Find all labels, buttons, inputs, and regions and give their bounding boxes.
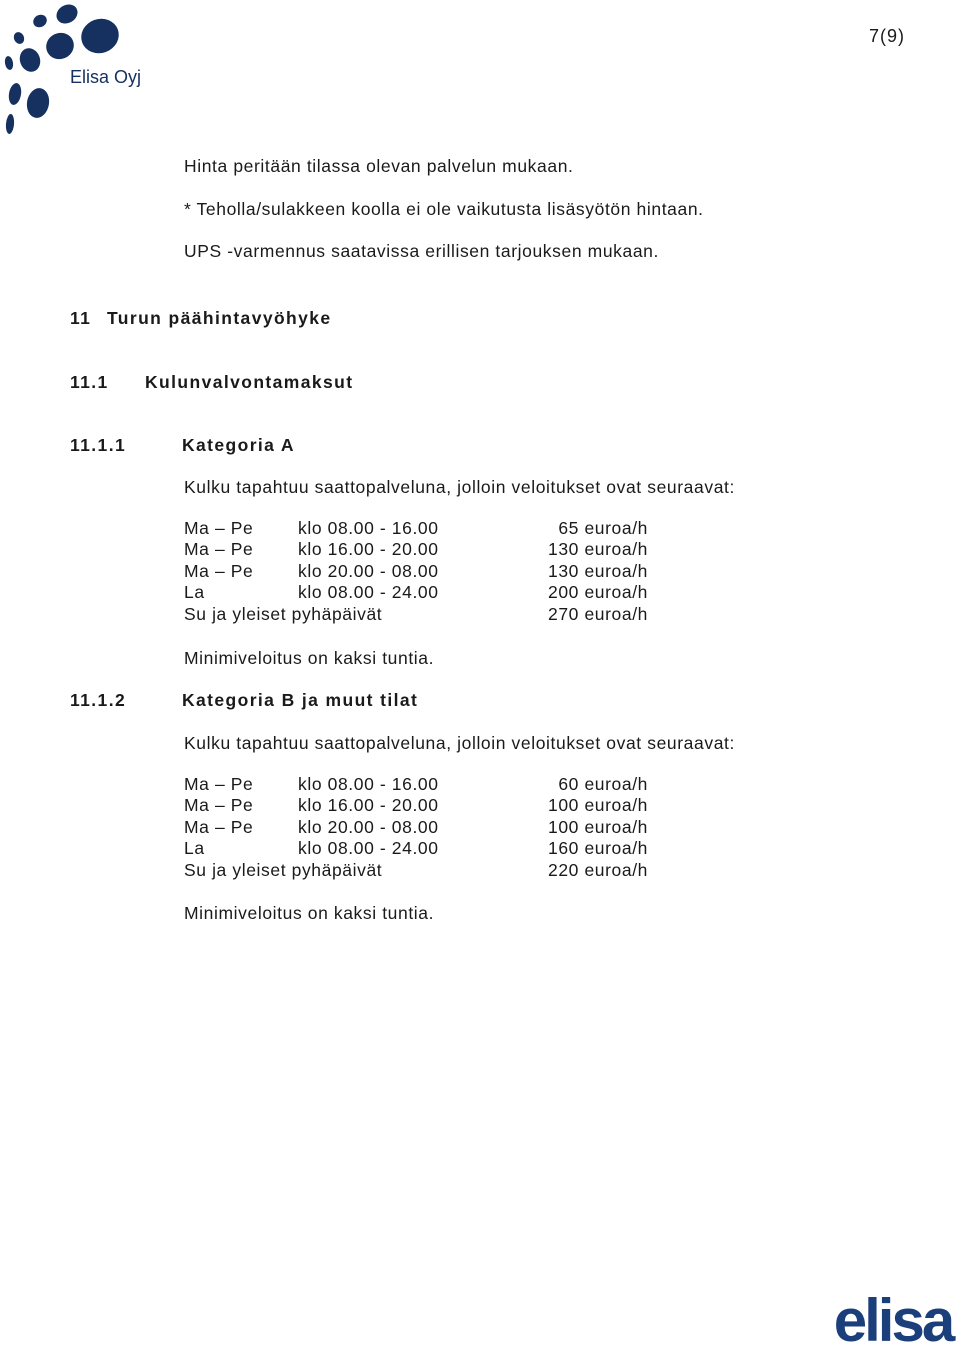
category-a-number: 11.1.1 bbox=[70, 435, 127, 455]
row-time: klo 16.00 - 20.00 bbox=[298, 539, 439, 560]
subsection-number: 11.1 bbox=[70, 372, 109, 392]
category-b-intro: Kulku tapahtuu saattopalveluna, jolloin veloitukset ovat seuraavat: bbox=[184, 733, 735, 753]
category-b-number: 11.1.2 bbox=[70, 690, 127, 710]
section-number: 11 bbox=[70, 308, 92, 328]
row-time: klo 16.00 - 20.00 bbox=[298, 795, 439, 816]
intro-line: Hinta peritään tilassa olevan palvelun mukaan. bbox=[184, 156, 574, 176]
row-day: Ma – Pe bbox=[184, 539, 254, 560]
row-time: klo 08.00 - 24.00 bbox=[298, 582, 439, 603]
row-day: Su ja yleiset pyhäpäivät bbox=[184, 603, 383, 624]
row-day: Su ja yleiset pyhäpäivät bbox=[184, 859, 383, 880]
row-day: La bbox=[184, 838, 205, 859]
section-title: Turun päähintavyöhyke bbox=[107, 308, 332, 328]
row-price: 160 euroa/h bbox=[547, 838, 648, 859]
row-price: 130 euroa/h bbox=[547, 560, 648, 581]
row-time: klo 08.00 - 16.00 bbox=[298, 518, 439, 538]
row-day: Ma – Pe bbox=[184, 816, 254, 837]
company-name: Elisa Oyj bbox=[70, 67, 142, 87]
intro-line: UPS -varmennus saatavissa erillisen tarjouksen mukaan. bbox=[184, 241, 659, 261]
subsection-title: Kulunvalvontamaksut bbox=[145, 372, 354, 392]
category-a-minimum: Minimiveloitus on kaksi tuntia. bbox=[184, 648, 435, 668]
category-a-intro: Kulku tapahtuu saattopalveluna, jolloin veloitukset ovat seuraavat: bbox=[184, 477, 735, 497]
row-price: 270 euroa/h bbox=[547, 603, 648, 624]
row-price: 130 euroa/h bbox=[547, 539, 648, 560]
row-time: klo 08.00 - 24.00 bbox=[298, 838, 439, 859]
row-price: 60 euroa/h bbox=[558, 774, 648, 794]
category-a-title: Kategoria A bbox=[182, 435, 295, 455]
row-time: klo 20.00 - 08.00 bbox=[298, 560, 439, 581]
row-time: klo 20.00 - 08.00 bbox=[298, 816, 439, 837]
row-day: Ma – Pe bbox=[184, 518, 254, 538]
category-b-minimum: Minimiveloitus on kaksi tuntia. bbox=[184, 903, 435, 923]
page-number: 7(9) bbox=[869, 26, 906, 46]
row-day: Ma – Pe bbox=[184, 774, 254, 794]
row-price: 100 euroa/h bbox=[547, 816, 648, 837]
row-day: Ma – Pe bbox=[184, 795, 254, 816]
row-day: Ma – Pe bbox=[184, 560, 254, 581]
intro-line: * Teholla/sulakkeen koolla ei ole vaikutusta lisäsyötön hintaan. bbox=[184, 199, 704, 219]
category-b-title: Kategoria B ja muut tilat bbox=[182, 690, 419, 710]
row-price: 220 euroa/h bbox=[547, 859, 648, 880]
elisa-logo-text: elisa bbox=[833, 1287, 953, 1351]
elisa-wordmark-logo bbox=[830, 1279, 956, 1351]
row-price: 65 euroa/h bbox=[558, 518, 648, 538]
row-price: 200 euroa/h bbox=[547, 582, 648, 603]
row-time: klo 08.00 - 16.00 bbox=[298, 774, 439, 794]
row-price: 100 euroa/h bbox=[547, 795, 648, 816]
row-day: La bbox=[184, 582, 205, 603]
